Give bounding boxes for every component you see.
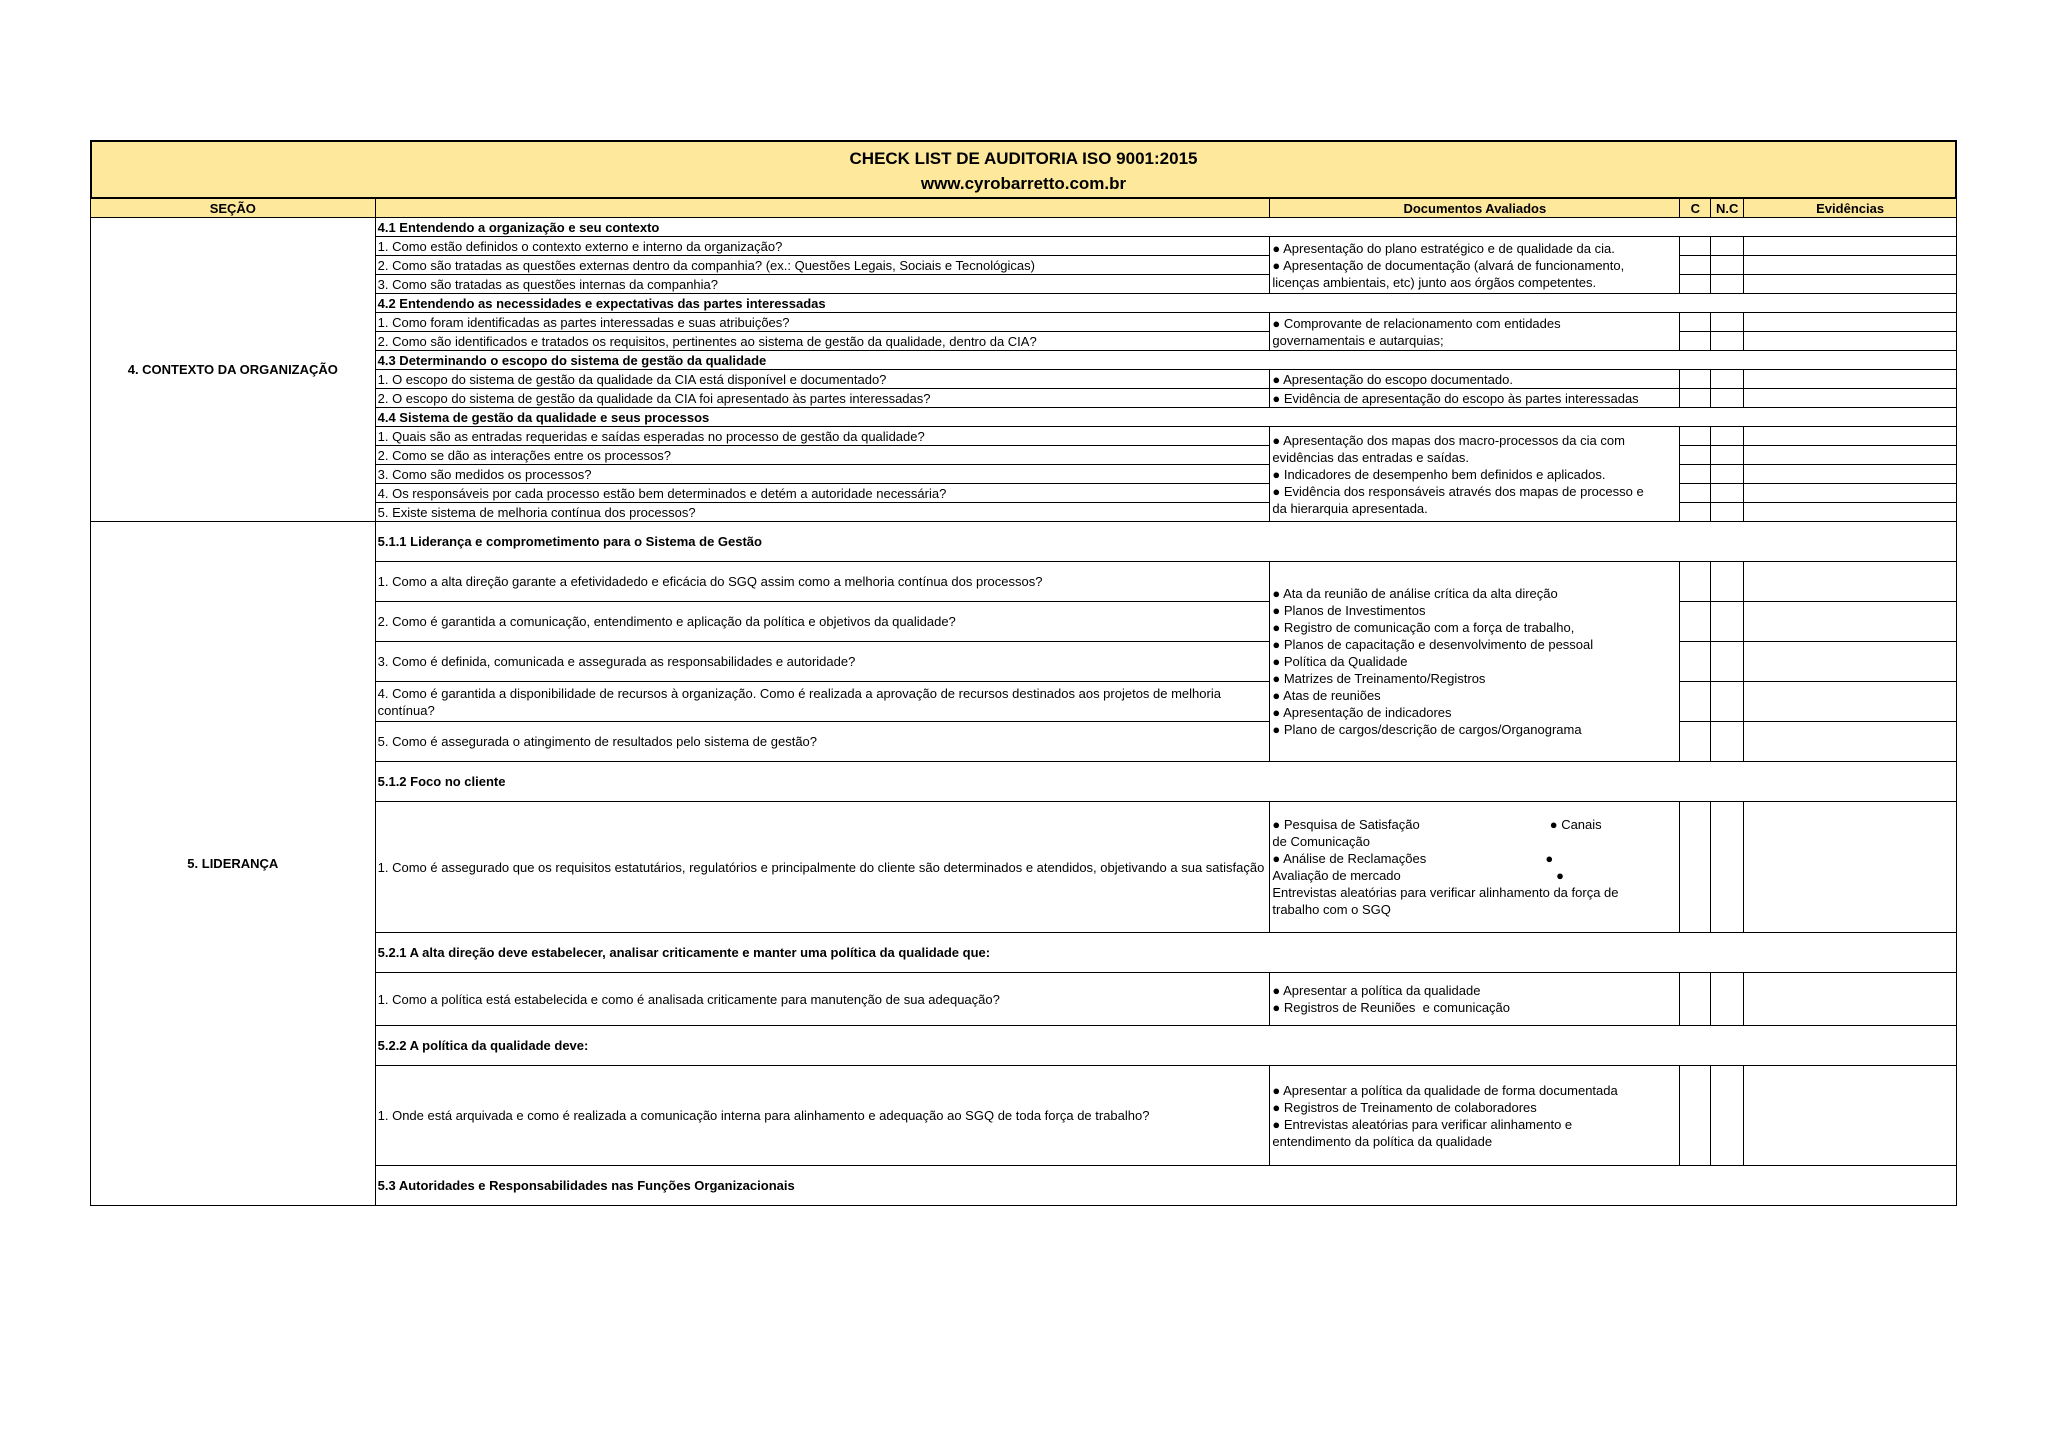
documents-cell [1270, 389, 1680, 408]
document-line: Entrevistas aleatórias para verificar alinhamento da força de [1272, 885, 1619, 900]
question-text: 2. Como é garantida a comunicação, entendimento e aplicação da política e objetivos da qualidade? [375, 602, 1270, 642]
evidence-field[interactable] [1744, 256, 1957, 275]
noncompliant-checkbox[interactable] [1711, 503, 1744, 522]
evidence-field[interactable] [1744, 237, 1957, 256]
noncompliant-checkbox[interactable] [1711, 446, 1744, 465]
noncompliant-checkbox[interactable] [1711, 370, 1744, 389]
compliant-checkbox[interactable] [1680, 642, 1711, 682]
documents-cell [1270, 802, 1680, 933]
compliant-checkbox[interactable] [1680, 275, 1711, 294]
evidence-field[interactable] [1744, 389, 1957, 408]
question-text: 4. Os responsáveis por cada processo estão bem determinados e detém a autoridade necessária? [375, 484, 1270, 503]
document-line: ● Planos de capacitação e desenvolvimento de pessoal [1272, 637, 1594, 652]
document-line: ● Apresentar a política da qualidade [1272, 983, 1481, 998]
question-text: 1. O escopo do sistema de gestão da qualidade da CIA está disponível e documentado? [375, 370, 1270, 389]
document-line: ● Política da Qualidade [1272, 654, 1408, 669]
evidence-field[interactable] [1744, 602, 1957, 642]
document-line: ● Plano de cargos/descrição de cargos/Organograma [1272, 722, 1582, 737]
document-line: entendimento da política da qualidade [1272, 1133, 1493, 1149]
noncompliant-checkbox[interactable] [1711, 602, 1744, 642]
column-header-row [91, 199, 1957, 218]
subsection-title: 4.3 Determinando o escopo do sistema de gestão da qualidade [375, 351, 1956, 370]
document-line: trabalho com o SGQ [1272, 902, 1391, 917]
question-text: 2. Como são tratadas as questões externas dentro da companhia? (ex.: Questões Legais, Sociais e Tecnológicas) [375, 256, 1270, 275]
document-title: CHECK LIST DE AUDITORIA ISO 9001:2015 [849, 149, 1198, 168]
compliant-checkbox[interactable] [1680, 313, 1711, 332]
subsection-title: 5.3 Autoridades e Responsabilidades nas Funções Organizacionais [375, 1166, 1956, 1206]
document-line: ● Atas de reuniões [1272, 688, 1381, 703]
documents-cell [1270, 973, 1680, 1026]
document-line: de Comunicação [1272, 834, 1370, 849]
question-text: 1. Como é assegurado que os requisitos estatutários, regulatórios e principalmente do cliente são determinados e atendidos, objetivando a sua satisfação [375, 802, 1270, 933]
evidence-field[interactable] [1744, 332, 1957, 351]
noncompliant-checkbox[interactable] [1711, 332, 1744, 351]
evidence-field[interactable] [1744, 275, 1957, 294]
noncompliant-checkbox[interactable] [1711, 256, 1744, 275]
document-line: ● Análise de Reclamações ● [1272, 851, 1554, 866]
noncompliant-checkbox[interactable] [1711, 237, 1744, 256]
col-header-nc: N.C [1711, 199, 1744, 218]
evidence-field[interactable] [1744, 1066, 1957, 1166]
subsection-title: 5.1.2 Foco no cliente [375, 762, 1956, 802]
checklist-header [90, 140, 1957, 198]
question-text: 3. Como são medidos os processos? [375, 465, 1270, 484]
document-line: ● Apresentação de documentação (alvará de funcionamento, [1272, 257, 1625, 273]
table-row [91, 522, 1957, 562]
evidence-field[interactable] [1744, 370, 1957, 389]
subsection-title: 5.1.1 Liderança e comprometimento para o Sistema de Gestão [375, 522, 1956, 562]
document-line: ● Pesquisa de Satisfação ● Canais [1272, 817, 1602, 832]
documents-cell [1270, 562, 1680, 762]
noncompliant-checkbox[interactable] [1711, 682, 1744, 722]
compliant-checkbox[interactable] [1680, 722, 1711, 762]
question-text: 2. Como são identificados e tratados os requisitos, pertinentes ao sistema de gestão da qualidade, dentro da CIA? [375, 332, 1270, 351]
document-line: evidências das entradas e saídas. [1272, 449, 1469, 465]
noncompliant-checkbox[interactable] [1711, 562, 1744, 602]
evidence-field[interactable] [1744, 682, 1957, 722]
compliant-checkbox[interactable] [1680, 562, 1711, 602]
col-header-evidencias: Evidências [1744, 199, 1957, 218]
subsection-title: 4.2 Entendendo as necessidades e expectativas das partes interessadas [375, 294, 1956, 313]
documents-cell [1270, 1066, 1680, 1166]
compliant-checkbox[interactable] [1680, 370, 1711, 389]
table-row [91, 218, 1957, 237]
checklist-sheet [90, 140, 1957, 1228]
documents-cell [1270, 427, 1680, 522]
noncompliant-checkbox[interactable] [1711, 1066, 1744, 1166]
question-text: 1. Como foram identificadas as partes interessadas e suas atribuições? [375, 313, 1270, 332]
question-text: 5. Como é assegurada o atingimento de resultados pelo sistema de gestão? [375, 722, 1270, 762]
question-text: 1. Como a alta direção garante a efetividadedo e eficácia do SGQ assim como a melhoria contínua dos processos? [375, 562, 1270, 602]
evidence-field[interactable] [1744, 484, 1957, 503]
document-line: ● Matrizes de Treinamento/Registros [1272, 671, 1486, 686]
compliant-checkbox[interactable] [1680, 332, 1711, 351]
question-text: 4. Como é garantida a disponibilidade de recursos à organização. Como é realizada a aprovação de recursos destinados aos projetos de melhoria contínua? [375, 682, 1270, 722]
documents-cell [1270, 237, 1680, 294]
compliant-checkbox[interactable] [1680, 237, 1711, 256]
evidence-field[interactable] [1744, 503, 1957, 522]
compliant-checkbox[interactable] [1680, 446, 1711, 465]
col-header-documentos: Documentos Avaliados [1270, 199, 1680, 218]
document-line: ● Planos de Investimentos [1272, 603, 1426, 618]
document-subtitle: www.cyrobarretto.com.br [920, 174, 1127, 193]
col-header-secao: SEÇÃO [91, 199, 376, 218]
evidence-field[interactable] [1744, 313, 1957, 332]
question-text: 3. Como são tratadas as questões internas da companhia? [375, 275, 1270, 294]
evidence-field[interactable] [1744, 465, 1957, 484]
noncompliant-checkbox[interactable] [1711, 642, 1744, 682]
evidence-field[interactable] [1744, 973, 1957, 1026]
col-header-pergunta [375, 199, 1270, 218]
document-line: ● Evidência de apresentação do escopo às partes interessadas [1272, 390, 1639, 406]
compliant-checkbox[interactable] [1680, 802, 1711, 933]
noncompliant-checkbox[interactable] [1711, 275, 1744, 294]
evidence-field[interactable] [1744, 722, 1957, 762]
document-line: Avaliação de mercado ● [1272, 868, 1564, 883]
subsection-title: 5.2.1 A alta direção deve estabelecer, analisar criticamente e manter uma política da qualidade que: [375, 933, 1956, 973]
document-line: ● Evidência dos responsáveis através dos mapas de processo e [1272, 483, 1644, 499]
col-header-c: C [1680, 199, 1711, 218]
compliant-checkbox[interactable] [1680, 503, 1711, 522]
subsection-title: 4.4 Sistema de gestão da qualidade e seus processos [375, 408, 1956, 427]
documents-cell [1270, 313, 1680, 351]
compliant-checkbox[interactable] [1680, 389, 1711, 408]
noncompliant-checkbox[interactable] [1711, 484, 1744, 503]
document-line: ● Registros de Reuniões e comunicação [1272, 1000, 1511, 1015]
checklist-table [90, 198, 1957, 1206]
compliant-checkbox[interactable] [1680, 602, 1711, 642]
document-line: ● Apresentação de indicadores [1272, 705, 1452, 720]
document-line: licenças ambientais, etc) junto aos órgãos competentes. [1272, 274, 1597, 290]
noncompliant-checkbox[interactable] [1711, 973, 1744, 1026]
compliant-checkbox[interactable] [1680, 256, 1711, 275]
compliant-checkbox[interactable] [1680, 465, 1711, 484]
compliant-checkbox[interactable] [1680, 682, 1711, 722]
question-text: 2. Como se dão as interações entre os processos? [375, 446, 1270, 465]
documents-cell [1270, 370, 1680, 389]
noncompliant-checkbox[interactable] [1711, 427, 1744, 446]
noncompliant-checkbox[interactable] [1711, 722, 1744, 762]
evidence-field[interactable] [1744, 446, 1957, 465]
question-text: 1. Como estão definidos o contexto externo e interno da organização? [375, 237, 1270, 256]
document-line: ● Comprovante de relacionamento com entidades [1272, 315, 1561, 331]
document-line: ● Registros de Treinamento de colaboradores [1272, 1099, 1537, 1115]
question-text: 1. Como a política está estabelecida e como é analisada criticamente para manutenção de sua adequação? [375, 973, 1270, 1026]
question-text: 5. Existe sistema de melhoria contínua dos processos? [375, 503, 1270, 522]
noncompliant-checkbox[interactable] [1711, 802, 1744, 933]
compliant-checkbox[interactable] [1680, 427, 1711, 446]
compliant-checkbox[interactable] [1680, 1066, 1711, 1166]
compliant-checkbox[interactable] [1680, 484, 1711, 503]
question-text: 2. O escopo do sistema de gestão da qualidade da CIA foi apresentado às partes interessadas? [375, 389, 1270, 408]
document-line: ● Entrevistas aleatórias para verificar alinhamento e [1272, 1116, 1573, 1132]
document-line: da hierarquia apresentada. [1272, 500, 1428, 516]
subsection-title: 5.2.2 A política da qualidade deve: [375, 1026, 1956, 1066]
evidence-field[interactable] [1744, 802, 1957, 933]
document-line: governamentais e autarquias; [1272, 332, 1444, 348]
document-line: ● Apresentação do escopo documentado. [1272, 371, 1513, 387]
section-label: 5. LIDERANÇA [91, 522, 376, 1206]
document-line: ● Registro de comunicação com a força de trabalho, [1272, 620, 1575, 635]
subsection-title: 4.1 Entendendo a organização e seu contexto [375, 218, 1956, 237]
question-text: 3. Como é definida, comunicada e assegurada as responsabilidades e autoridade? [375, 642, 1270, 682]
document-line: ● Apresentação dos mapas dos macro-processos da cia com [1272, 432, 1625, 448]
noncompliant-checkbox[interactable] [1711, 465, 1744, 484]
question-text: 1. Quais são as entradas requeridas e saídas esperadas no processo de gestão da qualidade? [375, 427, 1270, 446]
evidence-field[interactable] [1744, 642, 1957, 682]
noncompliant-checkbox[interactable] [1711, 389, 1744, 408]
evidence-field[interactable] [1744, 562, 1957, 602]
document-line: ● Apresentação do plano estratégico e de qualidade da cia. [1272, 240, 1615, 256]
document-line: ● Apresentar a política da qualidade de forma documentada [1272, 1082, 1618, 1098]
noncompliant-checkbox[interactable] [1711, 313, 1744, 332]
document-line: ● Indicadores de desempenho bem definidos e aplicados. [1272, 466, 1606, 482]
compliant-checkbox[interactable] [1680, 973, 1711, 1026]
evidence-field[interactable] [1744, 427, 1957, 446]
document-line: ● Ata da reunião de análise crítica da alta direção [1272, 586, 1558, 601]
question-text: 1. Onde está arquivada e como é realizada a comunicação interna para alinhamento e adequação ao SGQ de toda força de trabalho? [375, 1066, 1270, 1166]
section-label: 4. CONTEXTO DA ORGANIZAÇÃO [91, 218, 376, 522]
